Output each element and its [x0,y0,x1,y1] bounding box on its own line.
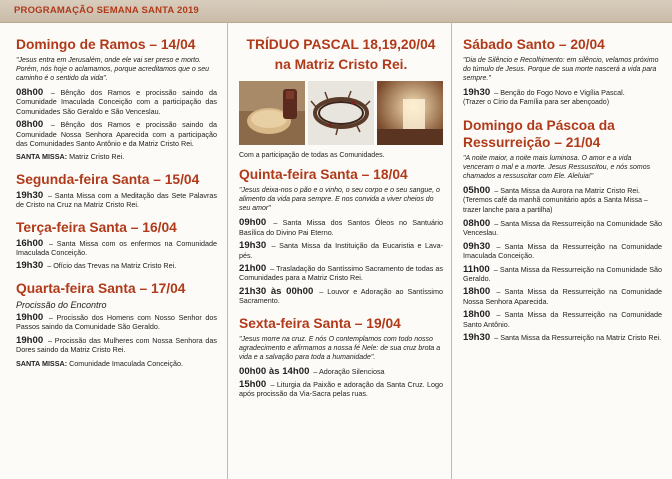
empty-tomb-image [377,81,443,145]
event-time: 05h00 [463,184,491,196]
event-time: 19h30 [463,87,491,98]
section-quote: "Jesus deixa-nos o pão e o vinho, o seu corpo e o seu sangue, o alimento da vida para sempre. E nos convida a viver cheios do seu amor" [239,187,440,213]
event-item [239,264,443,283]
event-time: 19h30 [16,260,44,272]
event-item [463,88,662,97]
section-sabado-santo [463,36,662,108]
event-item [463,265,662,284]
event-item [239,218,443,237]
event-note: (Trazer o Círio da Família para ser abençoado) [463,99,610,107]
missa-text: Matriz Cristo Rei. [67,152,125,162]
triduo-note: Com a participação de todas as Comunidades. [239,152,385,159]
section-title: Terça-feira Santa – 16/04 [16,219,177,235]
image-strip [239,81,443,145]
event-time: 19h00 [16,311,44,323]
event-time: 00h00 às 14h00 [239,365,310,377]
event-time: 19h00 [16,334,44,346]
event-item [16,336,217,355]
event-time: 11h00 [463,263,490,275]
event-item [16,261,217,270]
event-item [239,380,443,399]
column-1 [0,22,228,479]
event-text: – Santa Missa da Ressurreição na Comunidade São Venceslau. [463,219,662,238]
event-item [239,241,443,260]
event-text: – Liturgia da Paixão e adoração da Santa Cruz. Logo após procissão da Via-Sacra pelas ruas. [239,380,443,399]
event-text: – Santa Missa com a Meditação das Sete Palavras de Cristo na Cruz na Matriz Cristo Rei. [16,190,217,210]
event-text: – Trasladação do Santíssimo Sacramento de todas as Comunidades para a Matriz Cristo Rei. [239,264,443,283]
section-title: Quarta-feira Santa – 17/04 [16,280,186,296]
section-title: Sábado Santo – 20/04 [463,37,605,52]
section-title-line2: na Matriz Cristo Rei. [274,57,408,72]
event-item [463,333,662,342]
event-text: – Santa Missa da Aurora na Matriz Cristo Rei. [492,185,641,195]
event-item [463,310,662,329]
event-text: – Louvor e Adoração ao Santíssimo Sacramento. [239,286,443,306]
missa-text: Comunidade Imaculada Conceição. [67,358,183,368]
event-item [16,239,217,258]
bread-wine-image [239,81,305,145]
event-item [239,287,443,306]
event-text: – Santa Missa dos Santos Óleos no Santuário Basílica do Divino Pai Eterno. [239,218,443,237]
event-text: – Benção do Fogo Novo e Vigília Pascal. [492,88,625,97]
section-title: Sexta-feira Santa – 19/04 [239,315,401,331]
event-item [16,359,217,368]
event-item [463,219,662,238]
section-title: Domingo de Ramos – 14/04 [16,37,196,52]
column-2 [228,22,452,479]
section-sexta-feira [239,315,443,399]
column-3 [452,22,672,479]
section-title: Quinta-feira Santa – 18/04 [239,167,408,183]
section-segunda-feira [16,171,217,210]
event-time: 09h00 [239,217,267,229]
section-quarta-feira [16,280,217,368]
event-time: 16h00 [16,237,44,249]
event-item [463,186,662,195]
event-time: 18h00 [463,286,491,298]
event-note: (Teremos café da manhã comunitário após a Santa Missa – trazer lanche para a partilha) [463,197,648,214]
event-item [16,88,217,116]
event-text: – Bênção dos Ramos e procissão saindo da Comunidade Imaculada Conceição com a participação das Comunidades São Geraldo e São Venceslau. [16,88,217,116]
missa-label: SANTA MISSA: [16,152,68,162]
section-title: Segunda-feira Santa – 15/04 [16,171,200,187]
event-time: 19h30 [463,332,491,344]
event-text: – Santa Missa da Ressurreição na Comunidade Imaculada Conceição. [463,241,662,261]
section-quote: "Jesus morre na cruz. E nós O contemplamos com todo nosso agradecimento e afirmamos a nossa fé Nele: de sua cruz brota a vida e a salvação para toda a humanidade". [239,335,441,361]
section-terca-feira [16,219,217,271]
event-text: – Ofício das Trevas na Matriz Cristo Rei. [45,261,177,271]
section-title: TRÍDUO PASCAL 18,19,20/04 [246,37,436,52]
missa-label: SANTA MISSA: [16,358,68,368]
event-time: 08h00 [463,218,491,230]
event-text: – Santa Missa da Ressurreição na Comunidade São Geraldo. [463,264,662,284]
event-time: 15h00 [239,379,267,391]
event-text: – Procissão dos Homens com Nosso Senhor dos Passos saindo da Comunidade São Geraldo. [16,312,217,332]
event-time: 19h30 [16,189,44,201]
section-quote: "A noite maior, a noite mais luminosa. O amor e a vida venceram o mal e a morte. Jesus Ressuscitou, e nós somos chamados a ressuscitar com Ele. Aleluia!" [463,154,651,180]
section-quote: "Jesus entra em Jerusalém, onde ele vai ser preso e morto. Porém, nós hoje o aclamamos, porque acreditamos que o seu caminho é o sentido da vida". [16,57,209,82]
crown-of-thorns-image [308,81,374,145]
event-text: – Procissão das Mulheres com Nossa Senhora das Dores saindo da Matriz Cristo Rei. [16,335,217,355]
event-time: 08h00 [16,87,44,98]
event-text: – Santa Missa da Ressurreição na Comunidade Nossa Senhora Aparecida. [463,287,662,306]
section-title: Domingo da Páscoa da [463,117,615,133]
event-item [16,152,217,161]
event-item [16,313,217,332]
event-time: 09h30 [463,240,491,252]
section-triduo-pascal [239,36,443,160]
event-text: – Santa Missa da Ressurreição na Matriz Cristo Rei. [492,333,662,343]
event-time: 21h30 às 00h00 [239,285,314,297]
event-item [463,287,662,306]
section-domingo-pascoa [463,117,662,343]
section-domingo-ramos [16,36,217,162]
event-time: 19h30 [239,240,267,252]
section-subtitle: Procissão do Encontro [16,299,107,310]
event-time: 08h00 [16,119,44,131]
event-item [16,120,217,148]
section-quote: "Dia de Silêncio e Recolhimento: em silêncio, velamos próximo do túmulo de Jesus. Porque de sua morte nascerá a vida para sempre." [463,57,659,82]
event-time: 21h00 [239,263,267,275]
event-time: 18h00 [463,309,491,321]
page-title: PROGRAMAÇÃO SEMANA SANTA 2019 [14,5,199,16]
event-text: – Bênção dos Ramos e procissão saindo da Comunidade Nossa Senhora Aparecida com a participação das Comunidades Santo Antônio e da Matriz Cristo Rei. [16,120,217,149]
event-item [239,367,443,376]
section-quinta-feira [239,166,443,305]
event-item [463,242,662,261]
event-item [16,191,217,210]
header-bar [0,0,672,23]
event-text: – Santa Missa da Instituição da Eucaristia e Lava-pés. [239,241,443,260]
section-title-line2: Ressurreição – 21/04 [463,134,601,150]
event-text: – Santa Missa com os enfermos na Comunidade Imaculada Conceição. [16,238,217,258]
event-text: – Santa Missa da Ressurreição na Comunidade Santo Antônio. [463,310,662,329]
event-text: – Adoração Silenciosa [311,366,385,376]
